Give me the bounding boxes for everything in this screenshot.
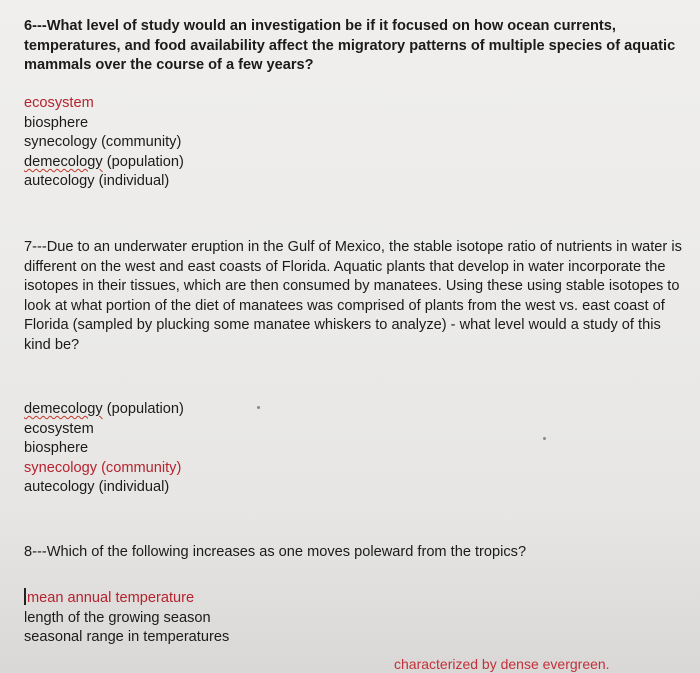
question-6-stem: 6---What level of study would an investigation be if it focused on how ocean currents, temperatures, and food availability affect the migratory patterns of multiple species of aquatic mammals over the course of a few years? (24, 18, 676, 74)
question-7-options (24, 400, 184, 498)
option-label: mean annual temperature (27, 590, 195, 606)
question-7-option-3[interactable] (24, 439, 184, 459)
question-7-option-5[interactable] (24, 478, 184, 498)
question-8-options (24, 588, 229, 648)
question-8-stem: 8---Which of the following increases as one moves poleward from the tropics? (24, 544, 527, 560)
question-6-option-2[interactable] (24, 114, 184, 134)
question-6-options (24, 94, 184, 192)
option-label: ecosystem (24, 420, 94, 437)
question-7-option-2[interactable] (24, 420, 184, 440)
question-8-option-3[interactable] (24, 628, 229, 648)
option-label: ecosystem (24, 95, 94, 111)
option-label: synecology (community) (24, 459, 182, 476)
option-label-misspelled: demecology (24, 153, 103, 170)
text-cursor-icon (24, 588, 26, 605)
option-label: autecology (individual) (24, 479, 170, 496)
question-8-option-1[interactable] (24, 588, 229, 609)
cut-off-text: characterized by dense evergreen. (394, 656, 610, 672)
question-7-option-1[interactable] (24, 400, 184, 420)
question-7-option-4[interactable] (24, 459, 184, 479)
question-6-option-4[interactable] (24, 153, 184, 173)
question-8-option-2[interactable] (24, 609, 229, 629)
option-label-rest: (population) (102, 153, 184, 170)
question-6-option-3[interactable] (24, 133, 184, 153)
option-label: length of the growing season (24, 609, 211, 626)
screen-speck (543, 437, 546, 440)
option-label-misspelled: demecology (24, 401, 103, 417)
question-6-option-1[interactable] (24, 94, 184, 114)
option-label: synecology (community) (24, 134, 182, 151)
question-6-option-5[interactable] (24, 172, 184, 192)
screen-speck (257, 406, 260, 409)
question-7-stem: 7---Due to an underwater eruption in the Gulf of Mexico, the stable isotope ratio of nutrients in water is different on the west and east coasts of Florida. Aquatic plants that develop in water incorporate the isotopes in their tissues, which are then consumed by manatees. Using these using stable isotopes to look at what portion of the diet of manatees was comprised of plants from the west vs. east coast of Florida (sampled by plucking some manatee whiskers to analyze) - what level would a study of this kind be? (24, 239, 682, 353)
option-label: seasonal range in temperatures (24, 629, 230, 646)
option-label-rest: (population) (102, 401, 184, 417)
option-label: autecology (individual) (24, 173, 170, 190)
option-label: biosphere (24, 440, 89, 457)
option-label: biosphere (24, 114, 89, 131)
